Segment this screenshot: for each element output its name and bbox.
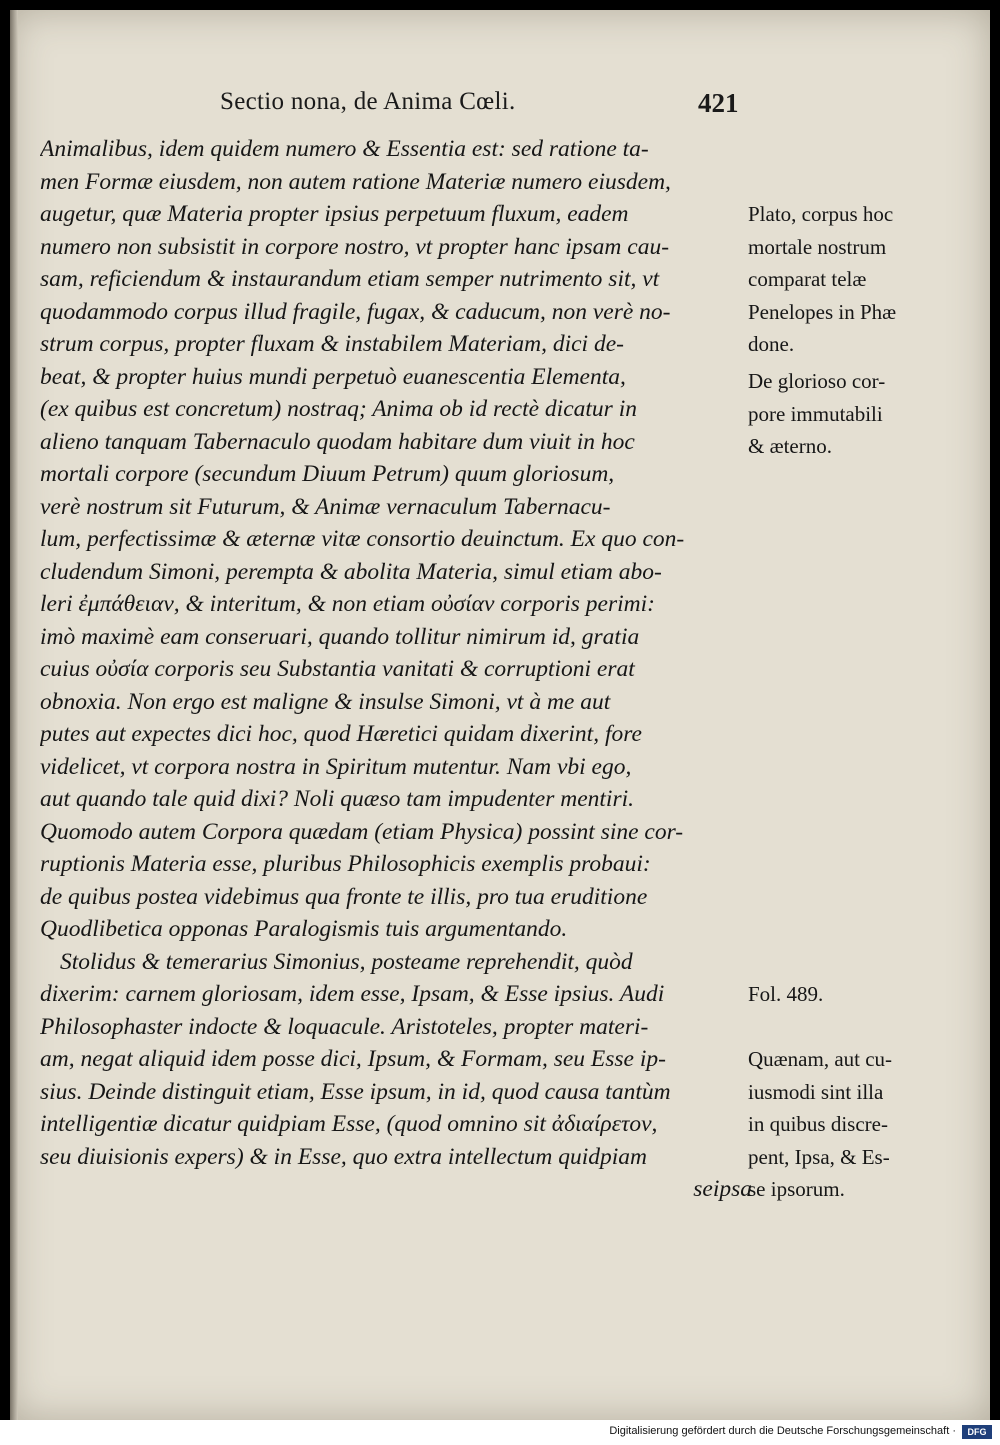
text-line: beat, & propter huius mundi perpetuò euanescentia Elementa, [40, 363, 626, 390]
text-line: leri ἐμπάθειαν, & interitum, & non etiam οὐσίαν corporis perimi: [40, 591, 655, 617]
running-head: Sectio nona, de Anima Cœli. [220, 88, 516, 115]
page-number: 421 [698, 88, 739, 118]
text-line: Quomodo autem Corpora quædam (etiam Physica) possint sine cor- [40, 818, 684, 845]
text-line: Stolidus & temerarius Simonius, posteame reprehendit, quòd [60, 948, 633, 975]
text-line: cludendum Simoni, perempta & abolita Materia, simul etiam abo- [40, 558, 662, 585]
margin-note-line: pent, Ipsa, & Es- [748, 1144, 890, 1169]
text-line: videlicet, vt corpora nostra in Spiritum mutentur. Nam vbi ego, [40, 753, 632, 780]
text-line: Philosophaster indocte & loquacule. Aristoteles, propter materi- [40, 1013, 649, 1040]
text-line: augetur, quæ Materia propter ipsius perpetuum fluxum, eadem [40, 201, 629, 227]
margin-note-line: iusmodi sint illa [748, 1079, 884, 1104]
footer-bar [0, 1420, 1000, 1445]
text-line: ruptionis Materia esse, pluribus Philosophicis exemplis probaui: [40, 851, 651, 877]
text-line: am, negat aliquid idem posse dici, Ipsum, & Formam, seu Esse ip- [40, 1046, 666, 1072]
text-line: dixerim: carnem gloriosam, idem esse, Ipsam, & Esse ipsius. Audi [40, 981, 665, 1007]
text-line: obnoxia. Non ergo est maligne & insulse Simoni, vt à me aut [40, 688, 611, 715]
margin-note-line: Penelopes in Phæ [748, 299, 897, 324]
text-line: Quodlibetica opponas Paralogismis tuis argumentando. [40, 916, 568, 942]
text-line: sam, reficiendum & instaurandum etiam semper nutrimento sit, vt [40, 266, 660, 292]
dfg-logo: DFG [962, 1425, 992, 1439]
text-line: de quibus postea videbimus qua fronte te illis, pro tua eruditione [40, 883, 648, 910]
margin-note-line: se ipsorum. [748, 1177, 845, 1201]
margin-note-line: mortale nostrum [748, 234, 887, 259]
margin-note-line: & æterno. [748, 434, 832, 458]
text-line: Animalibus, idem quidem numero & Essentia est: sed ratione ta- [40, 136, 649, 162]
text-line: strum corpus, propter fluxam & instabilem Materiam, dici de- [40, 331, 624, 357]
text-line: mortali corpore (secundum Diuum Petrum) quum gloriosum, [40, 461, 615, 487]
margin-note-line: Quænam, aut cu- [748, 1047, 893, 1071]
text-line: putes aut expectes dici hoc, quod Hæretici quidam dixerint, fore [40, 721, 642, 747]
margin-note-line: done. [748, 332, 795, 356]
text-line: verè nostrum sit Futurum, & Animæ vernaculum Tabernacu- [40, 493, 611, 520]
book-page [10, 10, 990, 1420]
margin-note-line: pore immutabili [748, 401, 883, 426]
margin-note-line: Fol. 489. [748, 982, 824, 1006]
text-line: seu diuisionis expers) & in Esse, quo extra intellectum quidpiam [40, 1143, 647, 1170]
text-line: (ex quibus est concretum) nostraq; Anima ob id rectè dicatur in [40, 396, 637, 422]
margin-note-glorioso [748, 365, 998, 463]
text-line: aut quando tale quid dixi? Noli quæso tam impudenter mentiri. [40, 786, 635, 812]
text-line: intelligentiæ dicatur quidpiam Esse, (quod omnino sit ἀδιαίρετον, [40, 1111, 658, 1137]
text-line: cuius οὐσία corporis seu Substantia vanitati & corruptioni erat [40, 656, 635, 682]
margin-note-plato [748, 198, 998, 361]
text-line: men Formæ eiusdem, non autem ratione Materiæ numero eiusdem, [40, 168, 671, 195]
margin-note-line: De glorioso cor- [748, 369, 886, 393]
margin-note-folio [748, 978, 998, 1011]
text-line: sius. Deinde distinguit etiam, Esse ipsum, in id, quod causa tantùm [40, 1078, 671, 1105]
main-text-block [40, 133, 752, 1206]
margin-note-line: in quibus discre- [748, 1112, 888, 1136]
page-binding-edge [10, 10, 18, 1420]
text-line: numero non subsistit in corpore nostro, vt propter hanc ipsam cau- [40, 233, 670, 260]
margin-note-quaenam [748, 1043, 998, 1206]
text-line: quodammodo corpus illud fragile, fugax, & caducum, non verè no- [40, 298, 671, 325]
text-line: alieno tanquam Tabernaculo quodam habitare dum viuit in hoc [40, 428, 635, 455]
catchword: seipsa [693, 1176, 752, 1202]
margin-note-line: comparat telæ [748, 267, 867, 291]
text-line: lum, perfectissimæ & æternæ vitæ consortio deuinctum. Ex quo con- [40, 526, 685, 552]
text-line: imò maximè eam conseruari, quando tollitur nimirum id, gratia [40, 623, 640, 650]
margin-note-line: Plato, corpus hoc [748, 202, 894, 226]
funding-credit: Digitalisierung gefördert durch die Deutsche Forschungsgemeinschaft · [609, 1425, 956, 1437]
